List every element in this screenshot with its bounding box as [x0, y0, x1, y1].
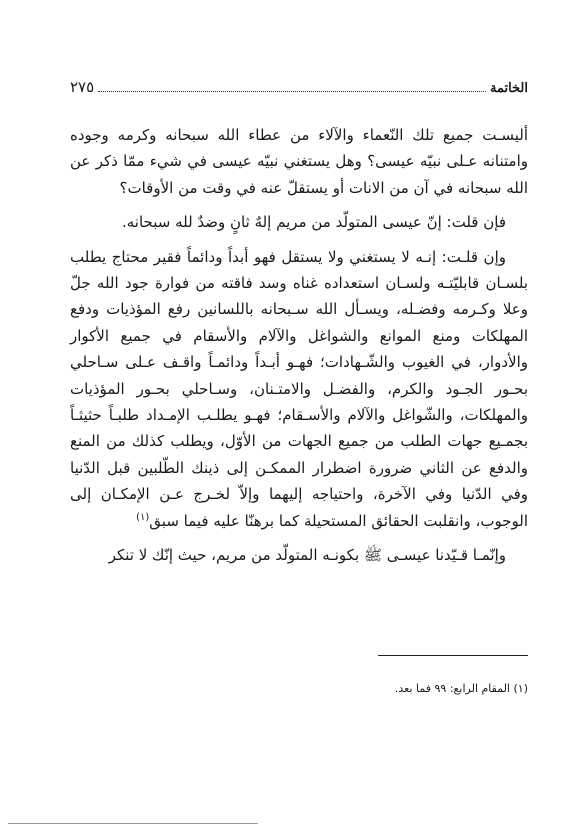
text-line: الجهات من الأوّل، ويطلب كذلك من المنع والدفع عن الثاني ضرورة اضطرار: [70, 432, 529, 477]
bottom-edge-line: [8, 823, 258, 824]
paragraph-1: [70, 122, 528, 201]
footnote-area: [70, 681, 528, 697]
text-line: وإلاّ لخـرج عـن الإمكـان إلى الوجوب، وانقلبت الحقائق المستحيلة كما برهنّا: [70, 485, 528, 530]
text-line: آن من الانات أو يستقلّ عنه في وقت من الأوقات؟: [119, 178, 429, 197]
paragraph-4: [70, 542, 528, 568]
text-line: والشّـهادات؛ فهـو أبـداً ودائمـاً واقـف عـلى سـاحلي بحـور الجـود والكرم،: [70, 353, 528, 398]
main-text: [70, 122, 528, 569]
footnote-separator: [378, 655, 528, 656]
text-line: وكـرمه وفضـله، ويسـأل الله سـبحانه باللسانين رفع المؤذيات ودفع المهلكات: [70, 300, 528, 345]
text-line: فإن قلت: إنّ عيسى المتولّد من مريم إلهٌ ثانٍ وضدٌ لله سبحانه.: [121, 213, 506, 232]
text-line: بلسـان قابليّتـه ولسـان استعداده غناه وسد فاقته من فوارة جود الله جلّ وعلا: [70, 274, 528, 319]
text-line: وإن قلـت: إنـه لا يستغني ولا يستقل فهو أبداً ودائماً فقير محتاج يطلب: [70, 247, 506, 266]
text-line: وإنّمـا قـيّدنا عيسـى ﷺ بكونـه المتولّد من مريم، حيث إنّك لا تنكر: [108, 546, 506, 565]
page-number: ٢٧٥: [70, 78, 95, 96]
text-line: والفضـل والامتـنان، وسـاحلي بحـور المؤذيات والمهلكات، والشّواغل والآلام: [70, 379, 528, 425]
header-dotted-leader: [98, 90, 486, 92]
text-line: ومنع الموانع والشواغل والآلام والأسقام في جميع الأكوار والأدوار، في الغيوب: [70, 326, 528, 372]
paragraph-2: [70, 209, 528, 235]
text-line: عليه فيما سبق: [149, 511, 240, 530]
paragraph-3: [70, 244, 528, 534]
text-line: والأسـقام؛ فهـو يطلـب الإمـداد طلبـاً حثيثـاً بجمـيع جهات الطلب من جميع: [70, 406, 528, 451]
text-line: عـلى نبيّه عيسى؟ وهل يستغني نبيّه عيسى في شيء ممّا ذكر عن الله سبحانه في: [70, 152, 528, 197]
page-header: [70, 74, 528, 96]
text-line: أليسـت جميع تلك النّعماء والآلاء من عطاء الله سبحانه وكرمه وجوده وامتنانه: [70, 126, 528, 171]
text-line: الممكـن إلى ذينك الطّلبين قبل الدّنيا وفي الدّنيا وفي الآخرة، واحتياجه إليهما: [70, 458, 528, 504]
footnote-reference: (١): [136, 511, 150, 523]
footnote-1: (١) المقام الرابع: ٩٩ فما بعد.: [394, 682, 528, 695]
running-title: الخاتمة: [489, 81, 528, 96]
